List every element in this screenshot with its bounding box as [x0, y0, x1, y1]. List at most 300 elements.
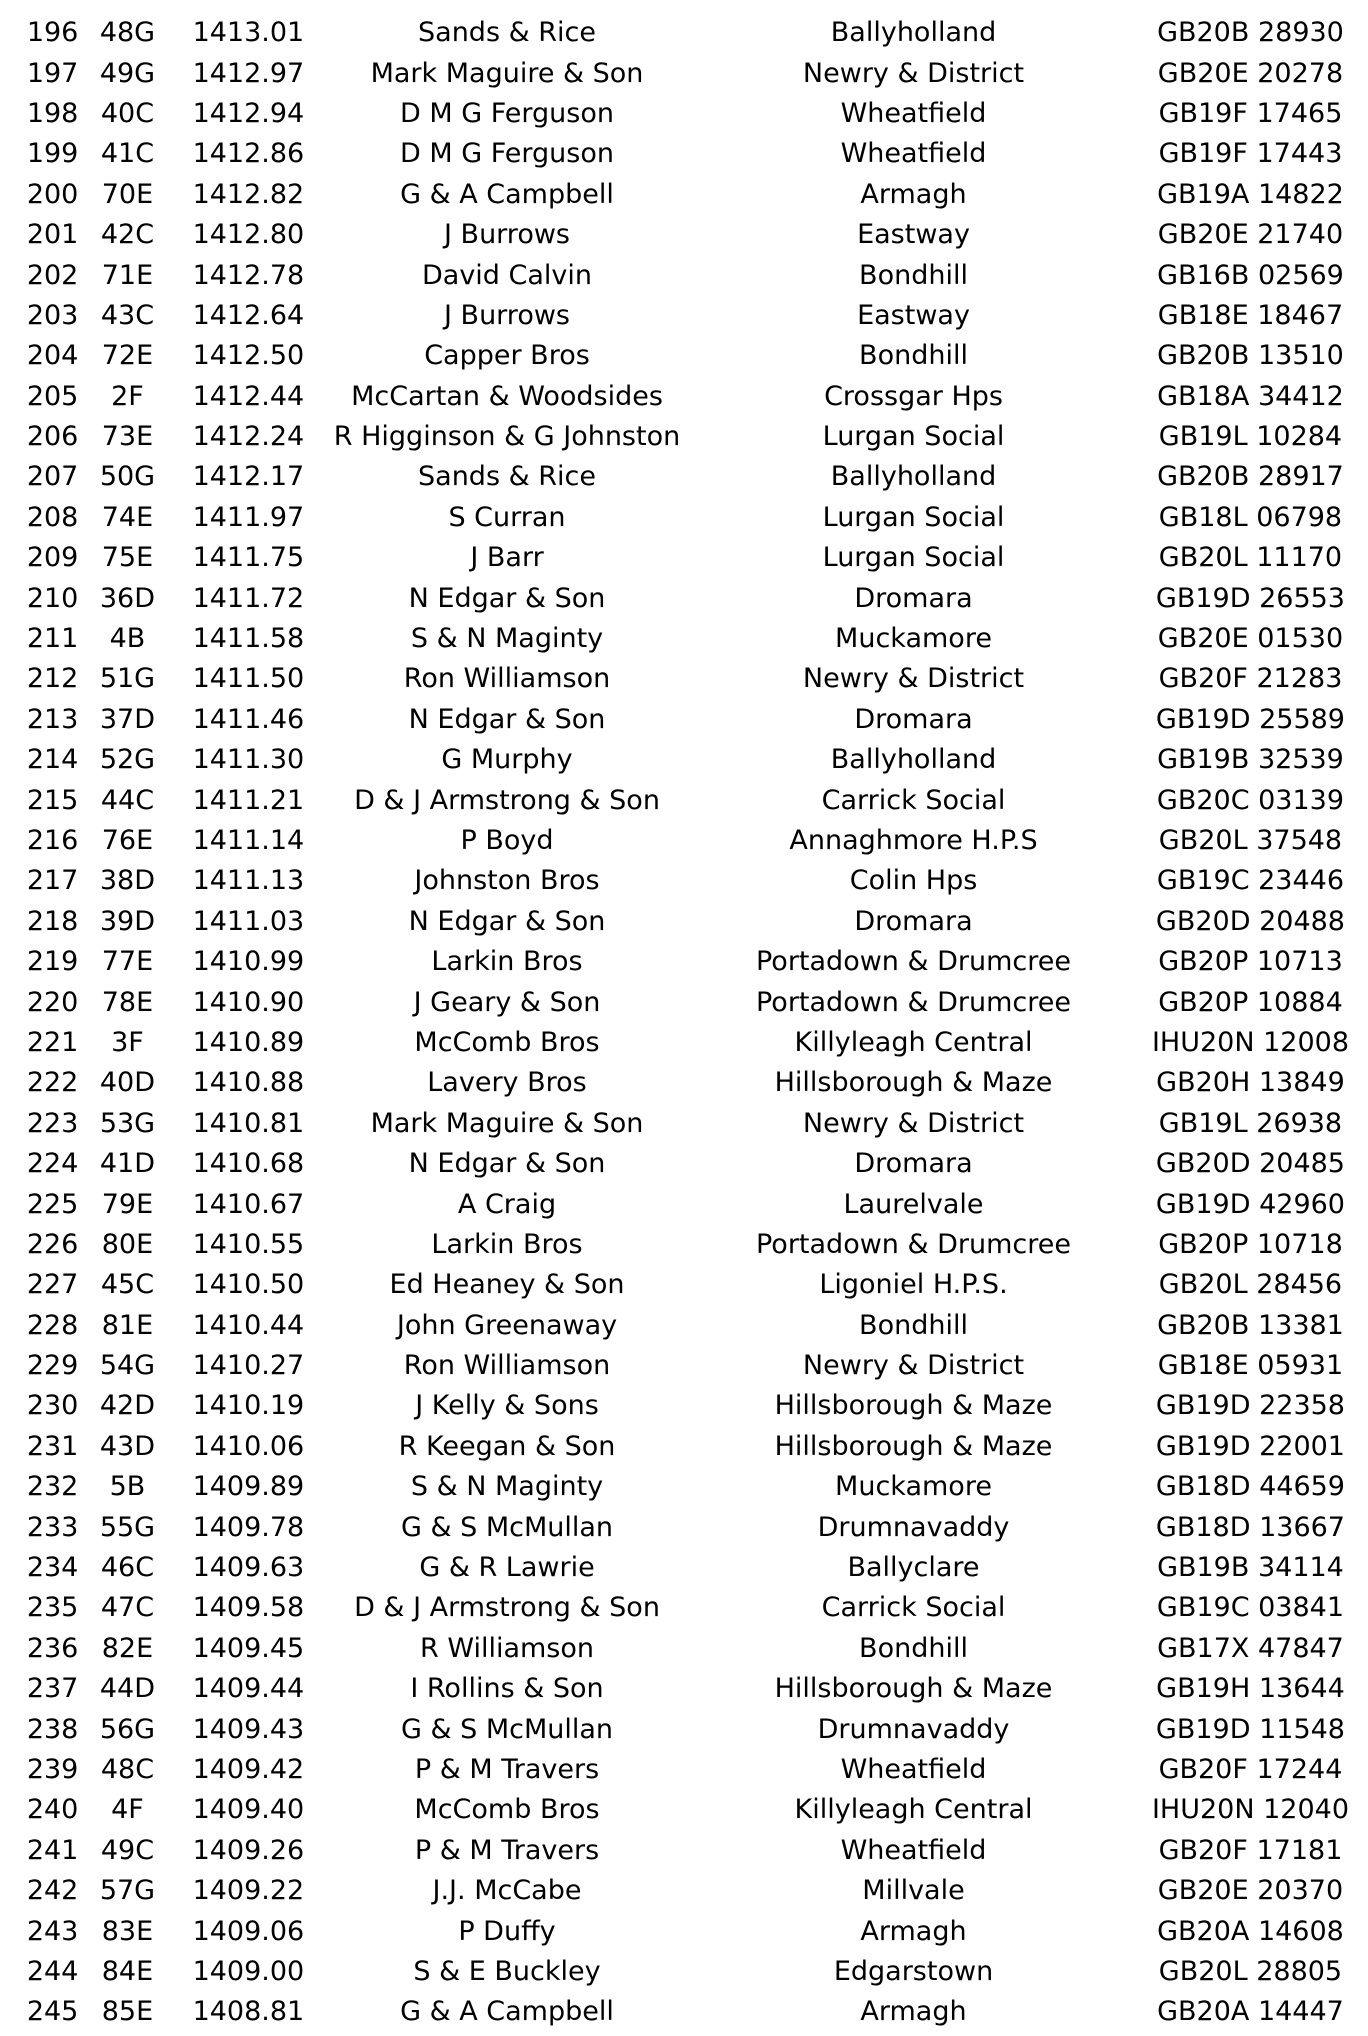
- velocity-cell: 1411.03: [192, 905, 305, 937]
- fancier-name-cell: P & M Travers: [414, 1753, 600, 1785]
- ring-number-cell: GB20B 13510: [1157, 340, 1344, 372]
- table-row: [0, 1750, 1368, 1790]
- club-cell: Crossgar Hps: [824, 380, 1003, 412]
- fancier-name-cell: McCartan & Woodsides: [351, 380, 663, 412]
- pen-cell: 3F: [111, 1026, 144, 1058]
- fancier-name-cell: Lavery Bros: [427, 1067, 587, 1099]
- ring-number-cell: GB18E 05931: [1157, 1350, 1344, 1382]
- club-cell: Ballyclare: [847, 1552, 980, 1584]
- position-cell: 239: [26, 1753, 79, 1785]
- position-cell: 203: [26, 299, 79, 331]
- velocity-cell: 1409.00: [192, 1955, 305, 1987]
- club-cell: Drumnavaddy: [817, 1713, 1010, 1745]
- table-row: [0, 1507, 1368, 1547]
- position-cell: 196: [26, 17, 79, 49]
- position-cell: 211: [26, 623, 79, 655]
- ring-number-cell: GB19D 25589: [1155, 703, 1345, 735]
- velocity-cell: 1409.78: [192, 1511, 305, 1543]
- velocity-cell: 1409.40: [192, 1794, 305, 1826]
- position-cell: 231: [26, 1430, 79, 1462]
- velocity-cell: 1412.86: [192, 138, 305, 170]
- position-cell: 206: [26, 421, 79, 453]
- position-cell: 205: [26, 380, 79, 412]
- pen-cell: 77E: [101, 946, 154, 978]
- table-row: [0, 780, 1368, 820]
- pen-cell: 4B: [109, 623, 146, 655]
- table-row: [0, 336, 1368, 376]
- position-cell: 230: [26, 1390, 79, 1422]
- position-cell: 223: [26, 1107, 79, 1139]
- ring-number-cell: GB17X 47847: [1157, 1632, 1344, 1664]
- velocity-cell: 1409.22: [192, 1875, 305, 1907]
- ring-number-cell: GB20E 01530: [1157, 623, 1344, 655]
- table-row: [0, 1306, 1368, 1346]
- velocity-cell: 1411.75: [192, 542, 305, 574]
- fancier-name-cell: Larkin Bros: [431, 946, 583, 978]
- fancier-name-cell: Mark Maguire & Son: [370, 1107, 644, 1139]
- ring-number-cell: GB20B 28917: [1157, 461, 1344, 493]
- pen-cell: 83E: [101, 1915, 154, 1947]
- ring-number-cell: GB20E 21740: [1157, 219, 1344, 251]
- table-row: [0, 215, 1368, 255]
- table-row: [0, 134, 1368, 174]
- club-cell: Eastway: [857, 219, 970, 251]
- velocity-cell: 1410.06: [192, 1430, 305, 1462]
- club-cell: Newry & District: [802, 1107, 1025, 1139]
- table-row: [0, 255, 1368, 295]
- ring-number-cell: GB19D 26553: [1155, 582, 1345, 614]
- position-cell: 227: [26, 1269, 79, 1301]
- table-row: [0, 498, 1368, 538]
- table-row: [0, 1709, 1368, 1749]
- velocity-cell: 1411.46: [192, 703, 305, 735]
- fancier-name-cell: G Murphy: [441, 744, 573, 776]
- pen-cell: 5B: [109, 1471, 146, 1503]
- table-row: [0, 538, 1368, 578]
- ring-number-cell: GB19B 34114: [1157, 1552, 1344, 1584]
- club-cell: Newry & District: [802, 663, 1025, 695]
- fancier-name-cell: D M G Ferguson: [400, 138, 614, 170]
- ring-number-cell: GB20L 28805: [1158, 1955, 1343, 1987]
- ring-number-cell: GB20P 10713: [1158, 946, 1343, 978]
- fancier-name-cell: Johnston Bros: [414, 865, 600, 897]
- fancier-name-cell: A Craig: [457, 1188, 557, 1220]
- club-cell: Ballyholland: [830, 744, 997, 776]
- club-cell: Bondhill: [859, 1309, 968, 1341]
- club-cell: Laurelvale: [843, 1188, 984, 1220]
- pen-cell: 52G: [99, 744, 156, 776]
- table-row: [0, 1265, 1368, 1305]
- table-row: [0, 1104, 1368, 1144]
- pen-cell: 49G: [99, 57, 156, 89]
- position-cell: 204: [26, 340, 79, 372]
- table-row: [0, 982, 1368, 1022]
- position-cell: 233: [26, 1511, 79, 1543]
- club-cell: Dromara: [854, 582, 973, 614]
- velocity-cell: 1410.81: [192, 1107, 305, 1139]
- club-cell: Portadown & Drumcree: [755, 986, 1072, 1018]
- table-row: [0, 619, 1368, 659]
- velocity-cell: 1410.89: [192, 1026, 305, 1058]
- pen-cell: 36D: [99, 582, 156, 614]
- table-row: [0, 1669, 1368, 1709]
- position-cell: 232: [26, 1471, 79, 1503]
- velocity-cell: 1412.50: [192, 340, 305, 372]
- position-cell: 218: [26, 905, 79, 937]
- velocity-cell: 1410.50: [192, 1269, 305, 1301]
- velocity-cell: 1413.01: [192, 17, 305, 49]
- ring-number-cell: GB19L 10284: [1158, 421, 1343, 453]
- velocity-cell: 1412.78: [192, 259, 305, 291]
- pen-cell: 42C: [100, 219, 155, 251]
- fancier-name-cell: S & N Maginty: [410, 1471, 604, 1503]
- ring-number-cell: GB18D 44659: [1155, 1471, 1345, 1503]
- pen-cell: 82E: [101, 1632, 154, 1664]
- ring-number-cell: GB18A 34412: [1157, 380, 1344, 412]
- table-row: [0, 377, 1368, 417]
- ring-number-cell: GB20P 10884: [1158, 986, 1343, 1018]
- position-cell: 235: [26, 1592, 79, 1624]
- position-cell: 213: [26, 703, 79, 735]
- table-row: [0, 1911, 1368, 1951]
- position-cell: 236: [26, 1632, 79, 1664]
- position-cell: 229: [26, 1350, 79, 1382]
- pen-cell: 43D: [99, 1430, 156, 1462]
- pen-cell: 45C: [100, 1269, 155, 1301]
- velocity-cell: 1410.27: [192, 1350, 305, 1382]
- pen-cell: 49C: [100, 1834, 155, 1866]
- position-cell: 241: [26, 1834, 79, 1866]
- position-cell: 237: [26, 1673, 79, 1705]
- table-row: [0, 1588, 1368, 1628]
- table-row: [0, 1871, 1368, 1911]
- velocity-cell: 1411.58: [192, 623, 305, 655]
- ring-number-cell: GB19A 14822: [1157, 178, 1344, 210]
- club-cell: Portadown & Drumcree: [755, 1228, 1072, 1260]
- club-cell: Wheatfield: [840, 1834, 987, 1866]
- fancier-name-cell: N Edgar & Son: [408, 905, 606, 937]
- club-cell: Muckamore: [835, 623, 992, 655]
- fancier-name-cell: David Calvin: [421, 259, 593, 291]
- ring-number-cell: GB19F 17443: [1158, 138, 1343, 170]
- ring-number-cell: GB20L 11170: [1158, 542, 1343, 574]
- table-row: [0, 700, 1368, 740]
- fancier-name-cell: N Edgar & Son: [408, 1148, 606, 1180]
- club-cell: Colin Hps: [849, 865, 978, 897]
- club-cell: Wheatfield: [840, 97, 987, 129]
- fancier-name-cell: J Geary & Son: [413, 986, 601, 1018]
- club-cell: Portadown & Drumcree: [755, 946, 1072, 978]
- club-cell: Ligoniel H.P.S.: [819, 1269, 1008, 1301]
- velocity-cell: 1409.26: [192, 1834, 305, 1866]
- ring-number-cell: GB20E 20278: [1157, 57, 1344, 89]
- position-cell: 245: [26, 1996, 79, 2028]
- position-cell: 217: [26, 865, 79, 897]
- club-cell: Bondhill: [859, 259, 968, 291]
- position-cell: 222: [26, 1067, 79, 1099]
- pen-cell: 41C: [100, 138, 155, 170]
- position-cell: 215: [26, 784, 79, 816]
- fancier-name-cell: G & A Campbell: [400, 1996, 614, 2028]
- pen-cell: 40D: [99, 1067, 156, 1099]
- table-row: [0, 1629, 1368, 1669]
- table-row: [0, 1548, 1368, 1588]
- ring-number-cell: GB20F 21283: [1158, 663, 1343, 695]
- fancier-name-cell: Mark Maguire & Son: [370, 57, 644, 89]
- velocity-cell: 1411.72: [192, 582, 305, 614]
- pen-cell: 55G: [99, 1511, 156, 1543]
- club-cell: Armagh: [860, 178, 967, 210]
- fancier-name-cell: N Edgar & Son: [408, 703, 606, 735]
- club-cell: Hillsborough & Maze: [774, 1430, 1053, 1462]
- club-cell: Eastway: [857, 299, 970, 331]
- velocity-cell: 1410.44: [192, 1309, 305, 1341]
- fancier-name-cell: S Curran: [448, 501, 566, 533]
- ring-number-cell: GB20H 13849: [1156, 1067, 1345, 1099]
- club-cell: Armagh: [860, 1915, 967, 1947]
- table-row: [0, 942, 1368, 982]
- fancier-name-cell: R Higginson & G Johnston: [333, 421, 681, 453]
- pen-cell: 37D: [99, 703, 156, 735]
- club-cell: Drumnavaddy: [817, 1511, 1010, 1543]
- ring-number-cell: GB19D 11548: [1155, 1713, 1345, 1745]
- position-cell: 200: [26, 178, 79, 210]
- velocity-cell: 1409.89: [192, 1471, 305, 1503]
- fancier-name-cell: R Keegan & Son: [398, 1430, 616, 1462]
- table-row: [0, 821, 1368, 861]
- pen-cell: 79E: [101, 1188, 154, 1220]
- position-cell: 201: [26, 219, 79, 251]
- pen-cell: 44D: [99, 1673, 156, 1705]
- fancier-name-cell: J Barr: [470, 542, 544, 574]
- velocity-cell: 1410.88: [192, 1067, 305, 1099]
- results-table: [0, 13, 1368, 2033]
- position-cell: 197: [26, 57, 79, 89]
- club-cell: Ballyholland: [830, 17, 997, 49]
- club-cell: Bondhill: [859, 340, 968, 372]
- ring-number-cell: GB20B 28930: [1157, 17, 1344, 49]
- pen-cell: 43C: [100, 299, 155, 331]
- position-cell: 208: [26, 501, 79, 533]
- velocity-cell: 1411.21: [192, 784, 305, 816]
- table-row: [0, 1023, 1368, 1063]
- ring-number-cell: GB20P 10718: [1158, 1228, 1343, 1260]
- ring-number-cell: GB20F 17244: [1158, 1753, 1343, 1785]
- table-row: [0, 1063, 1368, 1103]
- velocity-cell: 1412.17: [192, 461, 305, 493]
- table-row: [0, 1992, 1368, 2032]
- fancier-name-cell: P Boyd: [460, 825, 554, 856]
- ring-number-cell: IHU20N 12008: [1151, 1026, 1349, 1058]
- pen-cell: 75E: [101, 542, 154, 574]
- velocity-cell: 1412.94: [192, 97, 305, 129]
- fancier-name-cell: G & S McMullan: [400, 1511, 614, 1543]
- club-cell: Edgarstown: [833, 1955, 994, 1987]
- pen-cell: 2F: [111, 380, 144, 412]
- table-row: [0, 1467, 1368, 1507]
- club-cell: Millvale: [862, 1875, 965, 1907]
- ring-number-cell: GB16B 02569: [1157, 259, 1344, 291]
- club-cell: Carrick Social: [821, 784, 1006, 816]
- velocity-cell: 1411.97: [192, 501, 305, 533]
- fancier-name-cell: McComb Bros: [414, 1026, 600, 1058]
- velocity-cell: 1410.99: [192, 946, 305, 978]
- club-cell: Hillsborough & Maze: [774, 1067, 1053, 1099]
- ring-number-cell: GB19H 13644: [1156, 1673, 1345, 1705]
- fancier-name-cell: D & J Armstrong & Son: [354, 784, 660, 816]
- pen-cell: 72E: [101, 340, 154, 372]
- velocity-cell: 1411.50: [192, 663, 305, 695]
- club-cell: Lurgan Social: [822, 421, 1005, 453]
- ring-number-cell: GB20A 14447: [1157, 1996, 1344, 2028]
- fancier-name-cell: R Williamson: [420, 1632, 594, 1664]
- ring-number-cell: GB19C 03841: [1156, 1592, 1345, 1624]
- fancier-name-cell: Ron Williamson: [403, 1350, 611, 1382]
- ring-number-cell: GB19F 17465: [1158, 97, 1343, 129]
- fancier-name-cell: J.J. McCabe: [432, 1875, 582, 1907]
- club-cell: Wheatfield: [840, 1753, 987, 1785]
- position-cell: 244: [26, 1955, 79, 1987]
- club-cell: Annaghmore H.P.S: [789, 825, 1038, 856]
- ring-number-cell: IHU20N 12040: [1151, 1794, 1349, 1826]
- pen-cell: 84E: [101, 1955, 154, 1987]
- position-cell: 240: [26, 1794, 79, 1826]
- fancier-name-cell: John Greenaway: [396, 1309, 618, 1341]
- pen-cell: 48C: [100, 1753, 155, 1785]
- table-row: [0, 1225, 1368, 1265]
- club-cell: Newry & District: [802, 1350, 1025, 1382]
- ring-number-cell: GB20F 17181: [1158, 1834, 1343, 1866]
- velocity-cell: 1408.81: [192, 1996, 305, 2028]
- ring-number-cell: GB18D 13667: [1155, 1511, 1345, 1543]
- ring-number-cell: GB19C 23446: [1156, 865, 1345, 897]
- table-row: [0, 1346, 1368, 1386]
- fancier-name-cell: N Edgar & Son: [408, 582, 606, 614]
- ring-number-cell: GB19D 42960: [1155, 1188, 1345, 1220]
- position-cell: 242: [26, 1875, 79, 1907]
- velocity-cell: 1412.80: [192, 219, 305, 251]
- position-cell: 212: [26, 663, 79, 695]
- fancier-name-cell: I Rollins & Son: [410, 1673, 604, 1705]
- position-cell: 219: [26, 946, 79, 978]
- table-row: [0, 1790, 1368, 1830]
- velocity-cell: 1411.13: [192, 865, 305, 897]
- pen-cell: 70E: [101, 178, 154, 210]
- position-cell: 207: [26, 461, 79, 493]
- table-row: [0, 902, 1368, 942]
- pen-cell: 53G: [99, 1107, 156, 1139]
- table-row: [0, 578, 1368, 618]
- club-cell: Newry & District: [802, 57, 1025, 89]
- fancier-name-cell: S & E Buckley: [413, 1955, 601, 1987]
- velocity-cell: 1410.90: [192, 986, 305, 1018]
- club-cell: Killyleagh Central: [794, 1026, 1033, 1058]
- velocity-cell: 1410.68: [192, 1148, 305, 1180]
- velocity-cell: 1410.19: [192, 1390, 305, 1422]
- ring-number-cell: GB19D 22358: [1155, 1390, 1345, 1422]
- table-row: [0, 175, 1368, 215]
- pen-cell: 41D: [99, 1148, 156, 1180]
- pen-cell: 74E: [101, 501, 154, 533]
- ring-number-cell: GB20E 20370: [1157, 1875, 1344, 1907]
- fancier-name-cell: P & M Travers: [414, 1834, 600, 1866]
- club-cell: Killyleagh Central: [794, 1794, 1033, 1826]
- position-cell: 243: [26, 1915, 79, 1947]
- pen-cell: 76E: [101, 825, 154, 856]
- position-cell: 224: [26, 1148, 79, 1180]
- velocity-cell: 1409.45: [192, 1632, 305, 1664]
- position-cell: 210: [26, 582, 79, 614]
- pen-cell: 85E: [101, 1996, 154, 2028]
- velocity-cell: 1409.44: [192, 1673, 305, 1705]
- fancier-name-cell: G & A Campbell: [400, 178, 614, 210]
- table-row: [0, 1144, 1368, 1184]
- table-row: [0, 53, 1368, 93]
- table-row: [0, 1427, 1368, 1467]
- position-cell: 216: [26, 825, 79, 856]
- fancier-name-cell: Capper Bros: [424, 340, 590, 372]
- velocity-cell: 1409.06: [192, 1915, 305, 1947]
- pen-cell: 80E: [101, 1228, 154, 1260]
- table-row: [0, 457, 1368, 497]
- club-cell: Muckamore: [835, 1471, 992, 1503]
- position-cell: 209: [26, 542, 79, 574]
- velocity-cell: 1412.97: [192, 57, 305, 89]
- pen-cell: 71E: [101, 259, 154, 291]
- fancier-name-cell: J Burrows: [444, 299, 570, 331]
- pen-cell: 39D: [99, 905, 156, 937]
- ring-number-cell: GB19B 32539: [1157, 744, 1344, 776]
- velocity-cell: 1409.63: [192, 1552, 305, 1584]
- pen-cell: 47C: [100, 1592, 155, 1624]
- fancier-name-cell: Ed Heaney & Son: [389, 1269, 625, 1301]
- club-cell: Carrick Social: [821, 1592, 1006, 1624]
- pen-cell: 56G: [99, 1713, 156, 1745]
- pen-cell: 44C: [100, 784, 155, 816]
- table-row: [0, 1831, 1368, 1871]
- table-row: [0, 659, 1368, 699]
- velocity-cell: 1409.43: [192, 1713, 305, 1745]
- fancier-name-cell: Sands & Rice: [418, 461, 596, 493]
- velocity-cell: 1409.42: [192, 1753, 305, 1785]
- pen-cell: 51G: [99, 663, 156, 695]
- ring-number-cell: GB20L 37548: [1158, 825, 1343, 856]
- club-cell: Bondhill: [859, 1632, 968, 1664]
- fancier-name-cell: S & N Maginty: [410, 623, 604, 655]
- club-cell: Lurgan Social: [822, 501, 1005, 533]
- velocity-cell: 1409.58: [192, 1592, 305, 1624]
- table-row: [0, 740, 1368, 780]
- table-row: [0, 861, 1368, 901]
- ring-number-cell: GB18E 18467: [1157, 299, 1344, 331]
- club-cell: Hillsborough & Maze: [774, 1390, 1053, 1422]
- velocity-cell: 1410.67: [192, 1188, 305, 1220]
- pen-cell: 78E: [101, 986, 154, 1018]
- fancier-name-cell: Sands & Rice: [418, 17, 596, 49]
- table-row: [0, 296, 1368, 336]
- fancier-name-cell: J Kelly & Sons: [415, 1390, 599, 1422]
- velocity-cell: 1412.24: [192, 421, 305, 453]
- position-cell: 199: [26, 138, 79, 170]
- fancier-name-cell: D & J Armstrong & Son: [354, 1592, 660, 1624]
- position-cell: 228: [26, 1309, 79, 1341]
- ring-number-cell: GB19L 26938: [1158, 1107, 1343, 1139]
- table-row: [0, 1184, 1368, 1224]
- position-cell: 226: [26, 1228, 79, 1260]
- pen-cell: 50G: [99, 461, 156, 493]
- fancier-name-cell: G & R Lawrie: [419, 1552, 595, 1584]
- fancier-name-cell: P Duffy: [458, 1915, 556, 1947]
